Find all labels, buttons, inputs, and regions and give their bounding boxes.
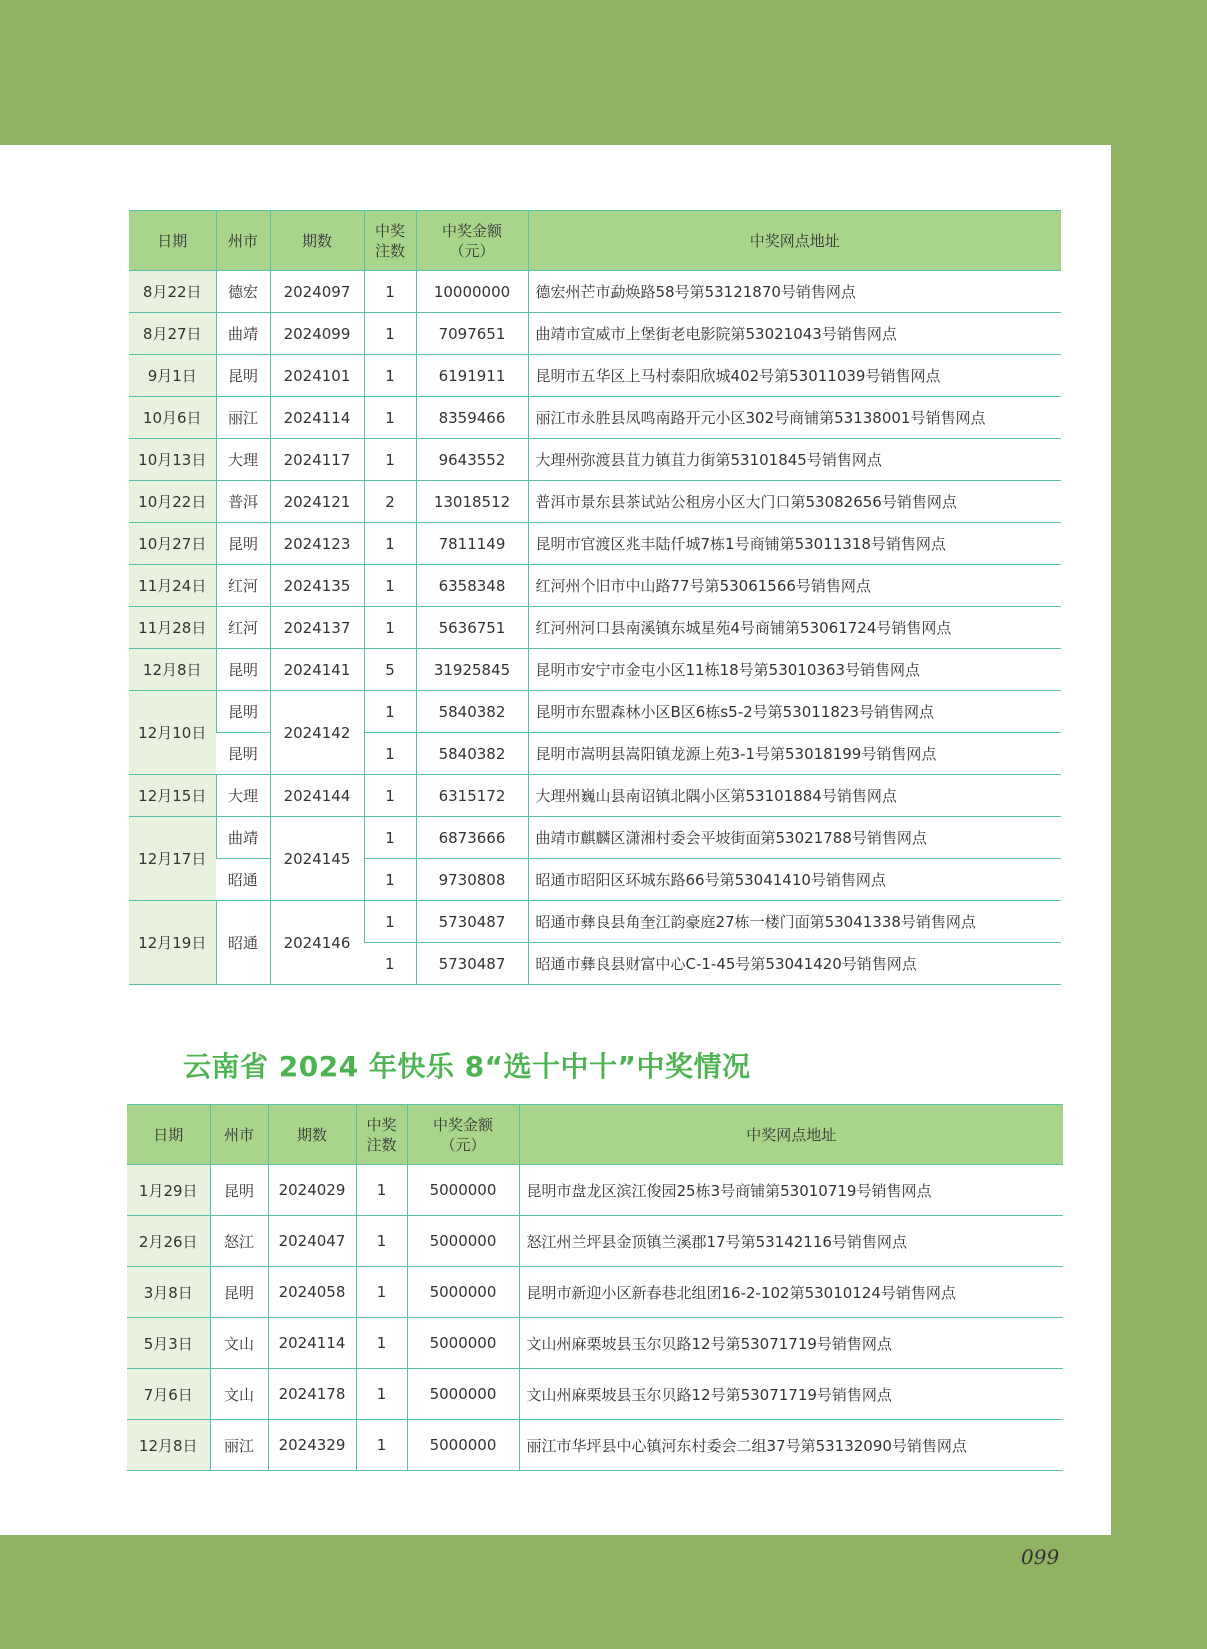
cell-address: 丽江市华坪县中心镇河东村委会二组37号第53132090号销售网点 xyxy=(519,1420,1063,1471)
cell-count: 1 xyxy=(364,733,416,775)
cell-period: 2024329 xyxy=(268,1420,356,1471)
cell-city: 曲靖 xyxy=(216,313,270,355)
table-row xyxy=(129,355,1061,397)
header-count xyxy=(364,211,416,271)
cell-date: 7月6日 xyxy=(127,1369,210,1420)
cell-address: 昆明市官渡区兆丰陆仟城7栋1号商铺第53011318号销售网点 xyxy=(528,523,1061,565)
cell-count: 1 xyxy=(364,859,416,901)
cell-amount: 5000000 xyxy=(407,1165,519,1216)
cell-amount: 5730487 xyxy=(416,901,528,943)
table-row xyxy=(127,1318,1063,1369)
cell-date: 12月19日 xyxy=(129,901,216,985)
header-city: 州市 xyxy=(210,1105,268,1165)
table-row xyxy=(129,901,1061,943)
header-date: 日期 xyxy=(127,1105,210,1165)
cell-period: 2024114 xyxy=(270,397,364,439)
cell-address: 昆明市嵩明县嵩阳镇龙源上苑3-1号第53018199号销售网点 xyxy=(528,733,1061,775)
cell-count: 1 xyxy=(356,1420,407,1471)
cell-date: 10月13日 xyxy=(129,439,216,481)
table-row xyxy=(129,439,1061,481)
cell-address: 红河州河口县南溪镇东城星苑4号商铺第53061724号销售网点 xyxy=(528,607,1061,649)
cell-date: 11月24日 xyxy=(129,565,216,607)
cell-period: 2024047 xyxy=(268,1216,356,1267)
table-row xyxy=(127,1216,1063,1267)
table-row xyxy=(129,691,1061,733)
cell-amount: 5840382 xyxy=(416,691,528,733)
table-row xyxy=(129,859,1061,901)
cell-city: 昆明 xyxy=(216,733,270,775)
cell-count: 1 xyxy=(356,1165,407,1216)
cell-amount: 5730487 xyxy=(416,943,528,985)
table-row xyxy=(129,733,1061,775)
cell-amount: 5000000 xyxy=(407,1369,519,1420)
cell-amount: 9730808 xyxy=(416,859,528,901)
cell-city: 丽江 xyxy=(216,397,270,439)
header-count xyxy=(356,1105,407,1165)
cell-date: 12月8日 xyxy=(129,649,216,691)
cell-date: 12月15日 xyxy=(129,775,216,817)
cell-count: 1 xyxy=(364,817,416,859)
cell-city: 昆明 xyxy=(216,355,270,397)
cell-city: 昆明 xyxy=(210,1165,268,1216)
cell-address: 普洱市景东县茶试站公租房小区大门口第53082656号销售网点 xyxy=(528,481,1061,523)
cell-amount: 5000000 xyxy=(407,1318,519,1369)
section-heading: 云南省 2024 年快乐 8“选十中十”中奖情况 xyxy=(183,1050,751,1083)
cell-count: 1 xyxy=(364,439,416,481)
cell-period: 2024178 xyxy=(268,1369,356,1420)
cell-address: 文山州麻栗坡县玉尔贝路12号第53071719号销售网点 xyxy=(519,1318,1063,1369)
cell-date: 11月28日 xyxy=(129,607,216,649)
cell-period: 2024145 xyxy=(270,817,364,901)
cell-period: 2024141 xyxy=(270,649,364,691)
cell-count: 1 xyxy=(364,943,416,985)
cell-city: 曲靖 xyxy=(216,817,270,859)
cell-date: 10月27日 xyxy=(129,523,216,565)
header-count-line1: 中奖 xyxy=(366,1115,397,1134)
cell-period: 2024144 xyxy=(270,775,364,817)
header-count-line1: 中奖 xyxy=(374,221,405,240)
cell-amount: 10000000 xyxy=(416,271,528,313)
cell-period: 2024121 xyxy=(270,481,364,523)
page-number: 099 xyxy=(1021,1545,1060,1569)
cell-amount: 5000000 xyxy=(407,1267,519,1318)
cell-amount: 5636751 xyxy=(416,607,528,649)
cell-count: 1 xyxy=(356,1216,407,1267)
table-row xyxy=(129,565,1061,607)
cell-count: 1 xyxy=(364,775,416,817)
cell-address: 德宏州芒市勐焕路58号第53121870号销售网点 xyxy=(528,271,1061,313)
cell-city: 昆明 xyxy=(216,649,270,691)
cell-city: 昆明 xyxy=(216,523,270,565)
cell-address: 曲靖市麒麟区潇湘村委会平坡街面第53021788号销售网点 xyxy=(528,817,1061,859)
table-row xyxy=(129,481,1061,523)
table-row xyxy=(129,817,1061,859)
jackpot-table xyxy=(129,210,1061,985)
cell-amount: 7811149 xyxy=(416,523,528,565)
cell-period: 2024099 xyxy=(270,313,364,355)
cell-city: 文山 xyxy=(210,1369,268,1420)
header-count-line2: 注数 xyxy=(366,1135,397,1154)
header-count-line2: 注数 xyxy=(374,241,405,260)
cell-count: 2 xyxy=(364,481,416,523)
table-row xyxy=(129,607,1061,649)
cell-address: 丽江市永胜县凤鸣南路开元小区302号商铺第53138001号销售网点 xyxy=(528,397,1061,439)
cell-count: 1 xyxy=(364,565,416,607)
cell-city: 昭通 xyxy=(216,901,270,985)
cell-count: 1 xyxy=(364,691,416,733)
table-row xyxy=(129,775,1061,817)
cell-amount: 7097651 xyxy=(416,313,528,355)
cell-address: 昆明市新迎小区新春巷北组团16-2-102第53010124号销售网点 xyxy=(519,1267,1063,1318)
cell-date: 12月8日 xyxy=(127,1420,210,1471)
cell-address: 昆明市五华区上马村泰阳欣城402号第53011039号销售网点 xyxy=(528,355,1061,397)
cell-city: 怒江 xyxy=(210,1216,268,1267)
cell-amount: 31925845 xyxy=(416,649,528,691)
cell-period: 2024058 xyxy=(268,1267,356,1318)
header-city: 州市 xyxy=(216,211,270,271)
cell-date: 10月6日 xyxy=(129,397,216,439)
header-address: 中奖网点地址 xyxy=(528,211,1061,271)
header-amount-line1: 中奖金额 xyxy=(432,1115,493,1134)
cell-date: 8月22日 xyxy=(129,271,216,313)
table-header-row xyxy=(127,1105,1063,1165)
cell-period: 2024123 xyxy=(270,523,364,565)
cell-period: 2024029 xyxy=(268,1165,356,1216)
cell-amount: 6191911 xyxy=(416,355,528,397)
table-row xyxy=(127,1420,1063,1471)
cell-period: 2024146 xyxy=(270,901,364,985)
cell-count: 1 xyxy=(356,1318,407,1369)
cell-city: 昆明 xyxy=(216,691,270,733)
cell-city: 昆明 xyxy=(210,1267,268,1318)
cell-period: 2024142 xyxy=(270,691,364,775)
header-amount-line1: 中奖金额 xyxy=(441,221,502,240)
header-period: 期数 xyxy=(268,1105,356,1165)
header-amount xyxy=(416,211,528,271)
cell-period: 2024117 xyxy=(270,439,364,481)
cell-count: 1 xyxy=(364,355,416,397)
cell-amount: 13018512 xyxy=(416,481,528,523)
table-row xyxy=(129,397,1061,439)
header-amount-line2: （元） xyxy=(449,241,495,260)
table-row xyxy=(129,523,1061,565)
cell-city: 文山 xyxy=(210,1318,268,1369)
cell-date: 5月3日 xyxy=(127,1318,210,1369)
cell-count: 1 xyxy=(356,1369,407,1420)
table-row xyxy=(129,649,1061,691)
cell-amount: 9643552 xyxy=(416,439,528,481)
cell-date: 12月10日 xyxy=(129,691,216,775)
cell-address: 昆明市盘龙区滨江俊园25栋3号商铺第53010719号销售网点 xyxy=(519,1165,1063,1216)
table-row xyxy=(127,1267,1063,1318)
cell-date: 8月27日 xyxy=(129,313,216,355)
cell-count: 1 xyxy=(356,1267,407,1318)
cell-address: 红河州个旧市中山路77号第53061566号销售网点 xyxy=(528,565,1061,607)
table-row xyxy=(129,271,1061,313)
cell-city: 丽江 xyxy=(210,1420,268,1471)
cell-date: 3月8日 xyxy=(127,1267,210,1318)
header-amount xyxy=(407,1105,519,1165)
cell-amount: 6358348 xyxy=(416,565,528,607)
cell-city: 大理 xyxy=(216,439,270,481)
table-row xyxy=(127,1165,1063,1216)
cell-address: 昭通市彝良县财富中心C-1-45号第53041420号销售网点 xyxy=(528,943,1061,985)
cell-address: 曲靖市宣威市上堡街老电影院第53021043号销售网点 xyxy=(528,313,1061,355)
cell-count: 1 xyxy=(364,607,416,649)
cell-date: 2月26日 xyxy=(127,1216,210,1267)
cell-address: 昭通市昭阳区环城东路66号第53041410号销售网点 xyxy=(528,859,1061,901)
cell-count: 1 xyxy=(364,271,416,313)
cell-amount: 5000000 xyxy=(407,1216,519,1267)
cell-count: 1 xyxy=(364,901,416,943)
cell-date: 12月17日 xyxy=(129,817,216,901)
cell-city: 红河 xyxy=(216,565,270,607)
cell-period: 2024114 xyxy=(268,1318,356,1369)
header-date: 日期 xyxy=(129,211,216,271)
cell-city: 红河 xyxy=(216,607,270,649)
cell-address: 文山州麻栗坡县玉尔贝路12号第53071719号销售网点 xyxy=(519,1369,1063,1420)
cell-address: 怒江州兰坪县金顶镇兰溪郡17号第53142116号销售网点 xyxy=(519,1216,1063,1267)
table-row xyxy=(129,313,1061,355)
cell-date: 9月1日 xyxy=(129,355,216,397)
cell-address: 昭通市彝良县角奎江韵豪庭27栋一楼门面第53041338号销售网点 xyxy=(528,901,1061,943)
cell-date: 10月22日 xyxy=(129,481,216,523)
cell-amount: 5000000 xyxy=(407,1420,519,1471)
table-row xyxy=(127,1369,1063,1420)
header-address: 中奖网点地址 xyxy=(519,1105,1063,1165)
cell-address: 大理州巍山县南诏镇北隅小区第53101884号销售网点 xyxy=(528,775,1061,817)
cell-amount: 6315172 xyxy=(416,775,528,817)
kl8-winners-table xyxy=(127,1104,1063,1471)
cell-count: 5 xyxy=(364,649,416,691)
cell-count: 1 xyxy=(364,397,416,439)
cell-period: 2024101 xyxy=(270,355,364,397)
cell-address: 昆明市安宁市金屯小区11栋18号第53010363号销售网点 xyxy=(528,649,1061,691)
cell-period: 2024135 xyxy=(270,565,364,607)
cell-city: 普洱 xyxy=(216,481,270,523)
cell-count: 1 xyxy=(364,313,416,355)
table-header-row xyxy=(129,211,1061,271)
cell-city: 大理 xyxy=(216,775,270,817)
header-amount-line2: （元） xyxy=(440,1135,486,1154)
cell-city: 昭通 xyxy=(216,859,270,901)
cell-amount: 8359466 xyxy=(416,397,528,439)
header-period: 期数 xyxy=(270,211,364,271)
cell-period: 2024137 xyxy=(270,607,364,649)
cell-count: 1 xyxy=(364,523,416,565)
cell-address: 大理州弥渡县苴力镇苴力街第53101845号销售网点 xyxy=(528,439,1061,481)
cell-amount: 6873666 xyxy=(416,817,528,859)
cell-date: 1月29日 xyxy=(127,1165,210,1216)
cell-address: 昆明市东盟森林小区B区6栋s5-2号第53011823号销售网点 xyxy=(528,691,1061,733)
cell-city: 德宏 xyxy=(216,271,270,313)
cell-period: 2024097 xyxy=(270,271,364,313)
cell-amount: 5840382 xyxy=(416,733,528,775)
